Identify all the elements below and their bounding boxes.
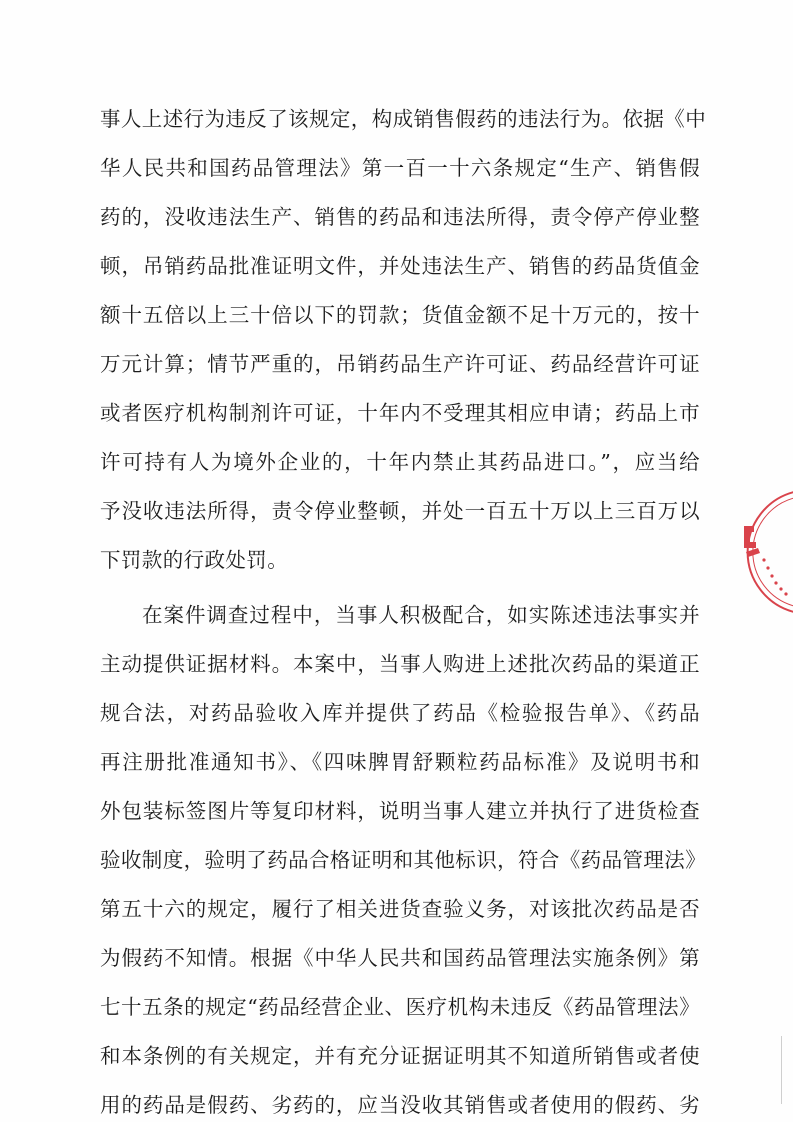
text-line: 再注册批准通知书》、《四味脾胃舒颗粒药品标准》及说明书和 (100, 750, 700, 774)
text-line: 七十五条的规定“药品经营企业、医疗机构未违反《药品管理法》 (100, 995, 700, 1019)
text-line: 华人民共和国药品管理法》第一百一十六条规定“生产、销售假 (100, 156, 700, 180)
text-line: 予没收违法所得，责令停业整顿，并处一百五十万以上三百万以 (100, 499, 700, 523)
text-line: 和本条例的有关规定，并有充分证据证明其不知道所销售或者使 (100, 1044, 700, 1068)
text-line: 下罚款的行政处罚。 (100, 548, 289, 572)
paragraph-first-line: 在案件调查过程中，当事人积极配合，如实陈述违法事实并 (142, 603, 700, 627)
text-line: 额十五倍以上三十倍以下的罚款；货值金额不足十万元的，按十 (100, 303, 700, 327)
text-line: 外包装标签图片等复印材料，说明当事人建立并执行了进货检查 (100, 799, 700, 823)
page-edge-mark (781, 1036, 782, 1104)
text-line: 第五十六的规定，履行了相关进货查验义务，对该批次药品是否 (100, 897, 700, 921)
text-line: 主动提供证据材料。本案中，当事人购进上述批次药品的渠道正 (100, 652, 700, 676)
text-line: 事人上述行为违反了该规定，构成销售假药的违法行为。依据《中 (100, 107, 707, 131)
seal-icon (724, 488, 793, 616)
official-seal-stamp (724, 488, 793, 616)
text-line: 许可持有人为境外企业的，十年内禁止其药品进口。”，应当给 (100, 450, 700, 474)
text-line: 验收制度，验明了药品合格证明和其他标识，符合《药品管理法》 (100, 848, 707, 872)
text-line: 规合法，对药品验收入库并提供了药品《检验报告单》、《药品 (100, 701, 700, 725)
text-line: 或者医疗机构制剂许可证，十年内不受理其相应申请；药品上市 (100, 401, 700, 425)
text-line: 万元计算；情节严重的，吊销药品生产许可证、药品经营许可证 (100, 352, 700, 376)
text-line: 药的，没收违法生产、销售的药品和违法所得，责令停产停业整 (100, 205, 700, 229)
text-line: 为假药不知情。根据《中华人民共和国药品管理法实施条例》第 (100, 946, 700, 970)
text-line: 顿，吊销药品批准证明文件，并处违法生产、销售的药品货值金 (100, 254, 700, 278)
text-line: 用的药品是假药、劣药的，应当没收其销售或者使用的假药、劣 (100, 1093, 700, 1117)
